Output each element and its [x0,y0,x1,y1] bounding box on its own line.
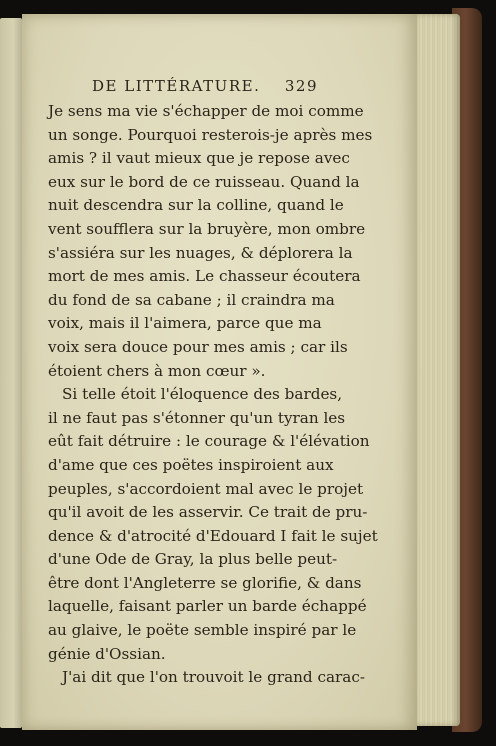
text-line: peuples, s'accordoient mal avec le projet [48,479,364,498]
text-line: s'assiéra sur les nuages, & déplorera la [48,243,353,262]
running-title: DE LITTÉRATURE. [92,77,261,95]
paragraph-3 [48,666,365,690]
text-line: voix, mais il l'aimera, parce que ma [48,314,322,333]
text-line: nuit descendra sur la colline, quand le [48,196,344,215]
text-line: du fond de sa cabane ; il craindra ma [48,290,335,309]
text-line: Si telle étoit l'éloquence des bardes, [62,385,343,404]
text-line: vent soufflera sur la bruyère, mon ombre [48,219,366,238]
text-line: d'ame que ces poëtes inspiroient aux [48,455,334,474]
text-line: d'une Ode de Gray, la plus belle peut- [48,550,338,569]
text-line: au glaive, le poëte semble inspiré par le [48,621,357,640]
text-line: être dont l'Angleterre se glorifie, & dans [48,573,362,592]
text-line: dence & d'atrocité d'Edouard I fait le sujet [48,526,378,545]
text-line: eût fait détruire : le courage & l'élévation [48,432,370,451]
text-line: étoient chers à mon cœur ». [48,361,266,380]
text-line: génie d'Ossian. [48,644,166,663]
text-line: mort de mes amis. Le chasseur écoutera [48,267,361,286]
text-line: amis ? il vaut mieux que je repose avec [48,149,350,168]
paragraph-1 [48,100,373,383]
text-line: voix sera douce pour mes amis ; car ils [48,337,348,356]
text-line: eux sur le bord de ce ruisseau. Quand la [48,172,360,191]
page-number: 329 [284,77,318,95]
text-line: laquelle, faisant parler un barde échappé [48,597,367,616]
text-line: Je sens ma vie s'échapper de moi comme [48,102,364,120]
paragraph-2 [48,383,378,666]
text-line: qu'il avoit de les asservir. Ce trait de pru- [48,503,368,522]
page-text [48,76,378,690]
previous-page-edge [0,18,22,728]
text-line: il ne faut pas s'étonner qu'un tyran les [48,408,346,427]
running-head [92,76,318,96]
text-line: J'ai dit que l'on trouvoit le grand carac- [62,668,365,687]
text-line: un songe. Pourquoi resterois-je après mes [48,125,373,144]
